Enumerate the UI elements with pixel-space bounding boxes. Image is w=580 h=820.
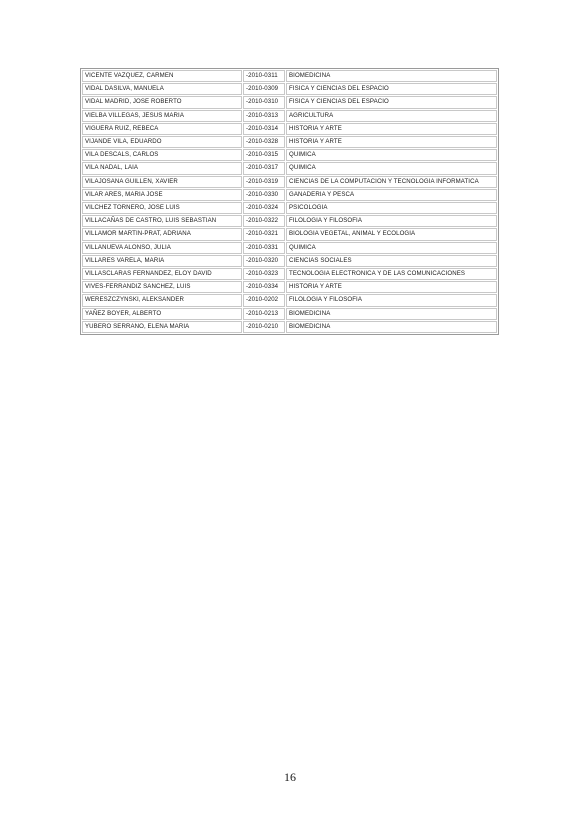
- code-cell: -2010-0310: [243, 96, 285, 108]
- name-cell: VIELBA VILLEGAS, JESUS MARIA: [82, 110, 242, 122]
- table-row: [82, 162, 497, 174]
- code-cell: -2010-0320: [243, 255, 285, 267]
- name-cell: VILA DESCALS, CARLOS: [82, 149, 242, 161]
- table-row: [82, 83, 497, 95]
- code-cell: -2010-0210: [243, 321, 285, 333]
- area-cell: HISTORIA Y ARTE: [286, 123, 497, 135]
- area-cell: QUIMICA: [286, 242, 497, 254]
- area-cell: BIOMEDICINA: [286, 321, 497, 333]
- table-row: [82, 242, 497, 254]
- table-row: [82, 96, 497, 108]
- table-row: [82, 123, 497, 135]
- name-cell: VIGUERA RUIZ, REBECA: [82, 123, 242, 135]
- table-row: [82, 321, 497, 333]
- name-cell: VIDAL MADRID, JOSE ROBERTO: [82, 96, 242, 108]
- area-cell: BIOLOGIA VEGETAL, ANIMAL Y ECOLOGIA: [286, 228, 497, 240]
- area-cell: FILOLOGIA Y FILOSOFIA: [286, 215, 497, 227]
- table-row: [82, 110, 497, 122]
- table-row: [82, 281, 497, 293]
- code-cell: -2010-0317: [243, 162, 285, 174]
- table-row: [82, 255, 497, 267]
- name-cell: VIDAL DASILVA, MANUELA: [82, 83, 242, 95]
- code-cell: -2010-0334: [243, 281, 285, 293]
- code-cell: -2010-0213: [243, 308, 285, 320]
- code-cell: -2010-0315: [243, 149, 285, 161]
- name-cell: VIVES-FERRANDIZ SANCHEZ, LUIS: [82, 281, 242, 293]
- area-cell: BIOMEDICINA: [286, 308, 497, 320]
- code-cell: -2010-0202: [243, 294, 285, 306]
- name-cell: YUBERO SERRANO, ELENA MARIA: [82, 321, 242, 333]
- code-cell: -2010-0324: [243, 202, 285, 214]
- table-row: [82, 268, 497, 280]
- results-table: [80, 68, 499, 335]
- code-cell: -2010-0314: [243, 123, 285, 135]
- code-cell: -2010-0322: [243, 215, 285, 227]
- name-cell: VILCHEZ TORNERO, JOSE LUIS: [82, 202, 242, 214]
- name-cell: VILLASCLARAS FERNANDEZ, ELOY DAVID: [82, 268, 242, 280]
- code-cell: -2010-0330: [243, 189, 285, 201]
- code-cell: -2010-0311: [243, 70, 285, 82]
- code-cell: -2010-0323: [243, 268, 285, 280]
- table-row: [82, 149, 497, 161]
- name-cell: WERESZCZYNSKI, ALEKSANDER: [82, 294, 242, 306]
- area-cell: QUIMICA: [286, 149, 497, 161]
- code-cell: -2010-0328: [243, 136, 285, 148]
- name-cell: VILLARES VARELA, MARIA: [82, 255, 242, 267]
- name-cell: VILAR ARES, MARIA JOSE: [82, 189, 242, 201]
- name-cell: VILA NADAL, LAIA: [82, 162, 242, 174]
- area-cell: CIENCIAS SOCIALES: [286, 255, 497, 267]
- area-cell: HISTORIA Y ARTE: [286, 281, 497, 293]
- table-row: [82, 189, 497, 201]
- area-cell: FILOLOGIA Y FILOSOFIA: [286, 294, 497, 306]
- name-cell: VICENTE VAZQUEZ, CARMEN: [82, 70, 242, 82]
- code-cell: -2010-0313: [243, 110, 285, 122]
- table-row: [82, 136, 497, 148]
- area-cell: PSICOLOGIA: [286, 202, 497, 214]
- table-row: [82, 308, 497, 320]
- code-cell: -2010-0321: [243, 228, 285, 240]
- area-cell: AGRICULTURA: [286, 110, 497, 122]
- name-cell: YAÑEZ BOYER, ALBERTO: [82, 308, 242, 320]
- code-cell: -2010-0331: [243, 242, 285, 254]
- area-cell: HISTORIA Y ARTE: [286, 136, 497, 148]
- area-cell: GANADERIA Y PESCA: [286, 189, 497, 201]
- code-cell: -2010-0309: [243, 83, 285, 95]
- table-row: [82, 70, 497, 82]
- table-row: [82, 215, 497, 227]
- area-cell: BIOMEDICINA: [286, 70, 497, 82]
- name-cell: VILLAMOR MARTIN-PRAT, ADRIANA: [82, 228, 242, 240]
- code-cell: -2010-0319: [243, 176, 285, 188]
- name-cell: VILLANUEVA ALONSO, JULIA: [82, 242, 242, 254]
- area-cell: FISICA Y CIENCIAS DEL ESPACIO: [286, 83, 497, 95]
- area-cell: TECNOLOGIA ELECTRONICA Y DE LAS COMUNICACIONES: [286, 268, 497, 280]
- area-cell: QUIMICA: [286, 162, 497, 174]
- table-row: [82, 228, 497, 240]
- table-row: [82, 176, 497, 188]
- name-cell: VILLACAÑAS DE CASTRO, LUIS SEBASTIAN: [82, 215, 242, 227]
- table-row: [82, 294, 497, 306]
- name-cell: VILAJOSANA GUILLEN, XAVIER: [82, 176, 242, 188]
- page-number: 16: [284, 770, 296, 784]
- area-cell: FISICA Y CIENCIAS DEL ESPACIO: [286, 96, 497, 108]
- area-cell: CIENCIAS DE LA COMPUTACION Y TECNOLOGIA INFORMATICA: [286, 176, 497, 188]
- table-row: [82, 202, 497, 214]
- name-cell: VIJANDE VILA, EDUARDO: [82, 136, 242, 148]
